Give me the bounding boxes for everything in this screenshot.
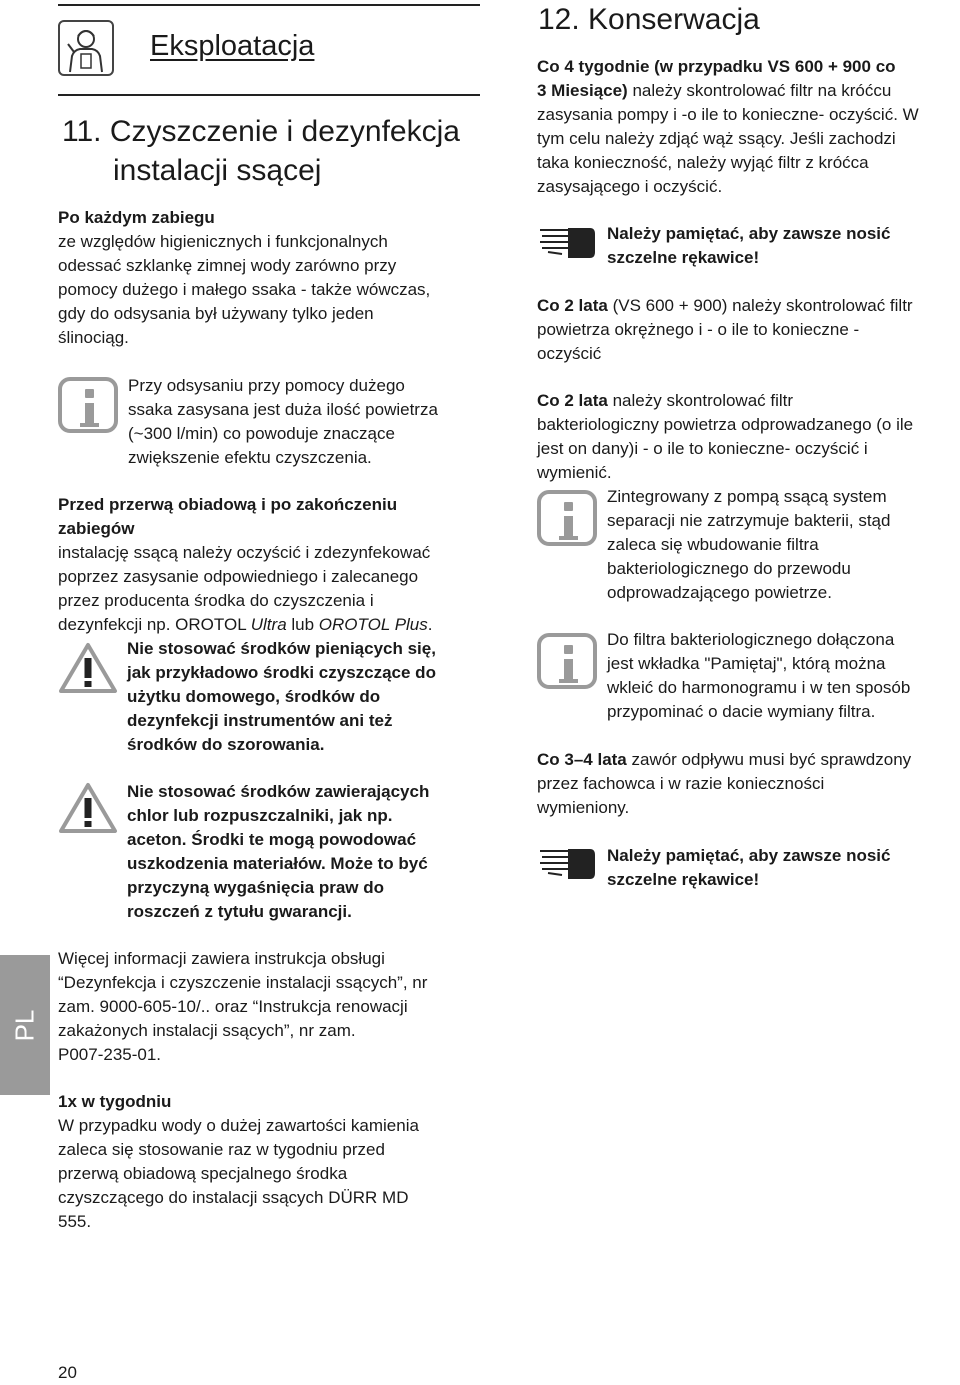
- more-info-line: “Dezynfekcja i czyszczenie instalacji ssących”, nr: [58, 973, 428, 992]
- more-info-line: P007-235-01.: [58, 1045, 162, 1064]
- after-each-heading: Po każdym zabiegu: [58, 208, 215, 227]
- maintenance-para2-line: oczyścić: [537, 344, 602, 363]
- section-11-title-line1: 11. Czyszczenie i dezynfekcja: [62, 115, 460, 148]
- warning-line: chlor lub rozpuszczalniki, jak np.: [127, 806, 393, 825]
- maintenance-para2-line: [537, 294, 913, 318]
- warning-line: dezynfekcji instrumentów ani też: [127, 711, 393, 730]
- warning-icon: [58, 642, 118, 694]
- maintenance-para1-line: taka konieczność, należy wyjąć filtr z króćca: [537, 153, 869, 172]
- weekly-line: czyszczącego do instalacji ssących DÜRR MD: [58, 1188, 409, 1207]
- before-break-text: dezynfekcji np. OROTOL: [58, 615, 251, 634]
- after-each-line: odessać szklankę zimnej wody zarówno przy: [58, 256, 397, 275]
- info-line: bakteriologicznego do przewodu: [607, 559, 851, 578]
- warning-line: jak przykładowo środki czyszczące do: [127, 663, 436, 682]
- more-info-line: zam. 9000-605-10/.. oraz “Instrukcja renowacji: [58, 997, 408, 1016]
- section-11-title-line2: instalacji ssącej: [113, 154, 322, 187]
- weekly-heading: 1x w tygodniu: [58, 1092, 172, 1111]
- maintenance-para1-line: zasysania pompy i -o ile to konieczne- oczyścić. W: [537, 105, 919, 124]
- before-break-heading: Przed przerwą obiadową i po zakończeniu: [58, 495, 398, 514]
- warning-line: uszkodzenia materiałów. Może to być: [127, 854, 428, 873]
- maintenance-para3-line: bakteriologiczny powietrza odprowadzanego (o ile: [537, 415, 914, 434]
- more-info-line: Więcej informacji zawiera instrukcja obsługi: [58, 949, 385, 968]
- product-name: OROTOL Plus: [318, 615, 428, 634]
- maintenance-para1-line: [537, 79, 891, 103]
- maintenance-interval: Co 2 lata: [537, 296, 608, 315]
- maintenance-text: należy skontrolować filtr: [607, 391, 794, 410]
- before-break-text: lub: [286, 615, 319, 634]
- info-line: (~300 l/min) co powoduje znaczące: [128, 424, 395, 443]
- glove-icon: [538, 222, 596, 262]
- language-tab-label: PL: [9, 1009, 40, 1041]
- info-line: odprowadzającego powietrze.: [607, 583, 832, 602]
- after-each-line: ślinociąg.: [58, 328, 129, 347]
- warning-line: przyczyną wygaśnięcia praw do: [127, 878, 384, 897]
- warning-line: roszczeń z tytułu gwarancji.: [127, 902, 352, 921]
- glove-note-line: Należy pamiętać, aby zawsze nosić: [607, 846, 891, 865]
- maintenance-para1-line: tym celu należy zdjąć wąż ssący. Jeśli zachodzi: [537, 129, 896, 148]
- maintenance-interval: Co 3–4 lata: [537, 750, 627, 769]
- page-number: 20: [58, 1363, 77, 1382]
- glove-icon: [538, 843, 596, 883]
- after-each-line: ze względów higienicznych i funkcjonalnych: [58, 232, 388, 251]
- maintenance-para1-heading: Co 4 tygodnie (w przypadku VS 600 + 900 co: [537, 57, 896, 76]
- info-line: Zintegrowany z pompą ssącą system: [607, 487, 887, 506]
- glove-note-line: Należy pamiętać, aby zawsze nosić: [607, 224, 891, 243]
- before-break-line: instalację ssącą należy oczyścić i zdezynfekować: [58, 543, 431, 562]
- chapter-title: Eksploatacja: [150, 30, 315, 62]
- maintenance-para3-line: wymienić.: [537, 463, 612, 482]
- maintenance-para3-line: [537, 389, 793, 413]
- info-line: przypominać o dacie wymiany filtra.: [607, 702, 876, 721]
- info-icon: [58, 377, 118, 433]
- maintenance-para3-line: jest on dany)i - o ile to konieczne- oczyścić i: [537, 439, 868, 458]
- glove-note-line: szczelne rękawice!: [607, 870, 760, 889]
- maintenance-para4-line: wymieniony.: [537, 798, 630, 817]
- warning-line: użytku domowego, środków do: [127, 687, 381, 706]
- header-rule-bottom: [58, 94, 480, 96]
- maintenance-interval: Co 2 lata: [537, 391, 608, 410]
- warning-line: środków do szorowania.: [127, 735, 325, 754]
- before-break-line: poprzez zasysanie odpowiedniego i zalecanego: [58, 567, 419, 586]
- info-line: separacji nie zatrzymuje bakterii, stąd: [607, 511, 891, 530]
- warning-icon: [58, 782, 118, 834]
- info-icon: [537, 633, 597, 689]
- maintenance-para2-line: powietrza okrężnego i - o ile to konieczne -: [537, 320, 860, 339]
- maintenance-text: zawór odpływu musi być sprawdzony: [626, 750, 912, 769]
- maintenance-para4-line: przez fachowca i w razie konieczności: [537, 774, 825, 793]
- warning-line: aceton. Środki te mogą powodować: [127, 830, 417, 849]
- before-break-text: .: [427, 615, 433, 634]
- info-line: zwiększenie efektu czyszczenia.: [128, 448, 372, 467]
- mechanic-icon: [58, 20, 114, 76]
- warning-line: Nie stosować środków zawierających: [127, 782, 430, 801]
- glove-note-line: szczelne rękawice!: [607, 248, 760, 267]
- weekly-line: 555.: [58, 1212, 92, 1231]
- maintenance-para1-line: zasysającego i oczyścić.: [537, 177, 723, 196]
- info-line: wkleić do harmonogramu i w ten sposób: [607, 678, 911, 697]
- info-line: ssaka zasysana jest duża ilość powietrza: [128, 400, 438, 419]
- section-12-title: 12. Konserwacja: [538, 3, 760, 36]
- info-icon: [537, 490, 597, 546]
- weekly-line: zaleca się stosowanie raz w tygodniu przed: [58, 1140, 385, 1159]
- before-break-line: przez producenta środka do czyszczenia i: [58, 591, 374, 610]
- info-line: Przy odsysaniu przy pomocy dużego: [128, 376, 405, 395]
- before-break-heading: zabiegów: [58, 519, 135, 538]
- weekly-line: przerwą obiadową specjalnego środka: [58, 1164, 348, 1183]
- info-line: jest wkładka "Pamiętaj", którą można: [607, 654, 886, 673]
- weekly-line: W przypadku wody o dużej zawartości kamienia: [58, 1116, 419, 1135]
- maintenance-para4-line: [537, 748, 911, 772]
- maintenance-text: (VS 600 + 900) należy skontrolować filtr: [607, 296, 913, 315]
- header-rule-top: [58, 4, 480, 6]
- info-line: zaleca się wbudowanie filtra: [607, 535, 819, 554]
- maintenance-interval: 3 Miesiące): [537, 81, 628, 100]
- after-each-line: pomocy dużego i małego ssaka - także wówczas,: [58, 280, 431, 299]
- more-info-line: zakażonych instalacji ssących”, nr zam.: [58, 1021, 356, 1040]
- product-name: Ultra: [250, 615, 287, 634]
- info-line: Do filtra bakteriologicznego dołączona: [607, 630, 895, 649]
- warning-line: Nie stosować środków pieniących się,: [127, 639, 436, 658]
- before-break-line: [58, 613, 433, 637]
- after-each-line: gdy do odsysania był używany tylko jeden: [58, 304, 374, 323]
- maintenance-text: należy skontrolować filtr na króćcu: [627, 81, 892, 100]
